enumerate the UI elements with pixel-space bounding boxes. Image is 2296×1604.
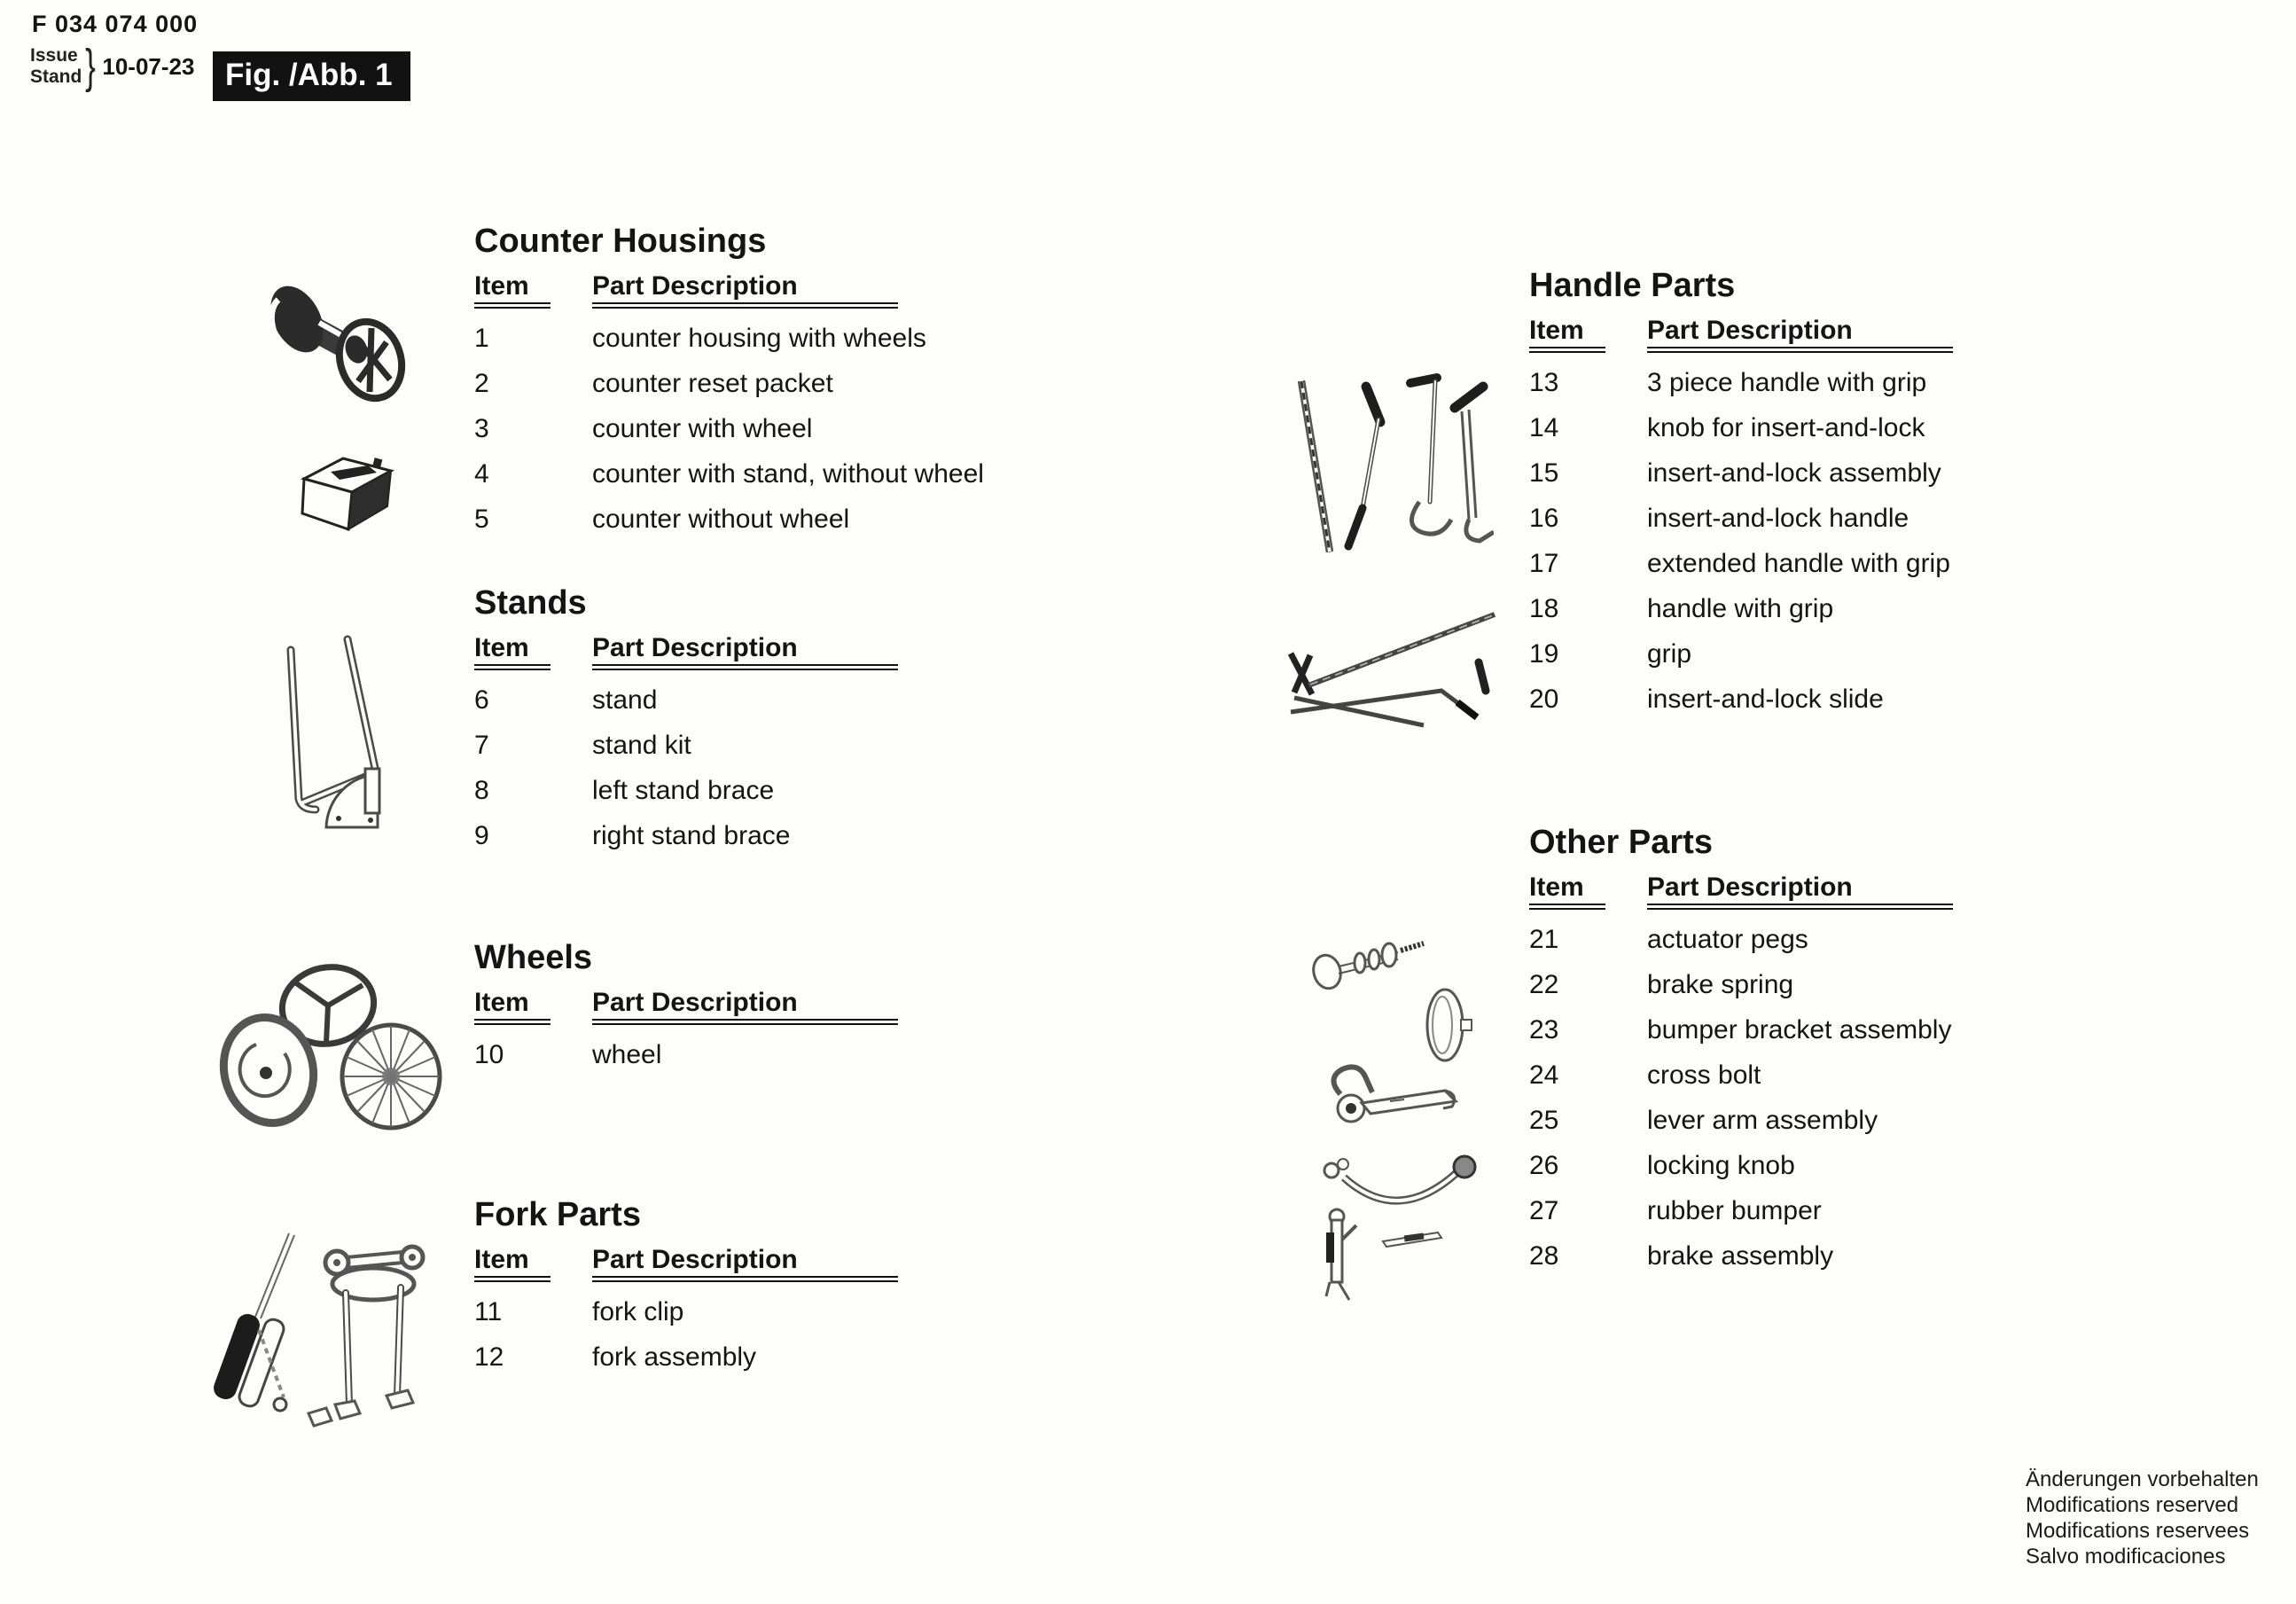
- item-number: 10: [474, 1039, 504, 1069]
- column-header-item: Item: [1529, 316, 1605, 353]
- item-number: 7: [474, 730, 489, 760]
- section-other-parts: [1529, 823, 1953, 1279]
- item-number: 12: [474, 1342, 504, 1372]
- table-row: [1529, 631, 1953, 677]
- issue-date: 10-07-23: [102, 52, 195, 80]
- column-header-description: Part Description: [592, 988, 898, 1025]
- part-description: fork clip: [592, 1296, 684, 1326]
- item-number: 6: [474, 685, 489, 715]
- table-row: [1529, 1143, 1953, 1188]
- section-title: Counter Housings: [474, 223, 767, 260]
- part-description: stand kit: [592, 730, 691, 760]
- column-header-description: Part Description: [592, 271, 898, 309]
- item-number: 27: [1529, 1195, 1559, 1225]
- section-title: Fork Parts: [474, 1196, 641, 1233]
- table-row: [1529, 405, 1953, 450]
- part-description: bumper bracket assembly: [1647, 1014, 1952, 1045]
- table-row: [1529, 1098, 1953, 1143]
- item-number: 17: [1529, 548, 1559, 578]
- item-number: 21: [1529, 924, 1559, 954]
- stand-label: Stand: [30, 67, 82, 87]
- section-title: Stands: [474, 584, 587, 622]
- part-description: rubber bumper: [1647, 1195, 1822, 1225]
- table-row: [474, 451, 984, 497]
- table-row: [474, 677, 898, 723]
- footer-note-line: Modifications reservees: [2026, 1519, 2250, 1543]
- table-row: [1529, 496, 1953, 541]
- issue-label: Issue: [30, 45, 78, 66]
- part-description: brake assembly: [1647, 1240, 1834, 1271]
- part-description: wheel: [592, 1039, 662, 1069]
- stand-drawing: [266, 625, 403, 847]
- handle-rods-upper-drawing: [1281, 371, 1494, 575]
- figure-label: Fig. /Abb. 1: [213, 51, 410, 101]
- section-title: Wheels: [474, 939, 593, 976]
- footer-notes: [2026, 1467, 2259, 1569]
- section-counter-housings: [474, 222, 984, 542]
- table-row: [1529, 917, 1953, 962]
- table-row: [1529, 586, 1953, 631]
- table-row: [474, 1032, 898, 1077]
- table-row: [1529, 1052, 1953, 1098]
- table-row: [1529, 360, 1953, 405]
- part-description: handle with grip: [1647, 593, 1834, 623]
- table-row: [1529, 450, 1953, 496]
- column-header-item: Item: [474, 271, 551, 309]
- table-header: [1529, 316, 1953, 353]
- table-header: [474, 271, 984, 309]
- part-description: 3 piece handle with grip: [1647, 367, 1927, 397]
- column-header-item: Item: [474, 1245, 551, 1282]
- part-description: counter housing with wheels: [592, 323, 926, 353]
- table-body: [1529, 360, 1953, 722]
- item-number: 11: [474, 1296, 503, 1326]
- part-description: counter without wheel: [592, 504, 850, 534]
- section-title: Other Parts: [1529, 824, 1713, 861]
- part-description: brake spring: [1647, 969, 1794, 999]
- table-header: [474, 633, 898, 670]
- part-description: insert-and-lock slide: [1647, 684, 1884, 714]
- brace-glyph: }: [85, 40, 97, 93]
- item-number: 3: [474, 413, 489, 443]
- table-row: [1529, 541, 1953, 586]
- part-description: counter reset packet: [592, 368, 833, 398]
- section-wheels: [474, 938, 898, 1077]
- section-fork-parts: [474, 1195, 898, 1380]
- table-row: [474, 768, 898, 813]
- issue-stand-block: [30, 40, 195, 93]
- footer-note-line: Modifications reserved: [2026, 1493, 2239, 1517]
- document-number: F 034 074 000: [32, 11, 199, 37]
- part-description: insert-and-lock assembly: [1647, 458, 1941, 488]
- wheels-drawing: [217, 959, 443, 1137]
- table-row: [474, 813, 898, 858]
- table-row: [1529, 1188, 1953, 1233]
- item-number: 13: [1529, 367, 1559, 397]
- part-description: lever arm assembly: [1647, 1105, 1878, 1135]
- table-body: [474, 1289, 898, 1380]
- table-row: [1529, 962, 1953, 1007]
- table-row: [474, 1334, 898, 1380]
- table-row: [1529, 677, 1953, 722]
- table-row: [474, 723, 898, 768]
- column-header-item: Item: [1529, 872, 1605, 910]
- handle-rods-lower-drawing: [1275, 599, 1501, 732]
- part-description: actuator pegs: [1647, 924, 1808, 954]
- table-header: [474, 988, 898, 1025]
- table-row: [1529, 1007, 1953, 1052]
- item-number: 8: [474, 775, 489, 805]
- item-number: 16: [1529, 503, 1559, 533]
- table-row: [474, 497, 984, 542]
- column-header-item: Item: [474, 988, 551, 1025]
- part-description: knob for insert-and-lock: [1647, 412, 1925, 442]
- table-body: [474, 1032, 898, 1077]
- counter-housing-with-wheels-drawing: [257, 273, 421, 411]
- section-stands: [474, 583, 898, 858]
- part-description: locking knob: [1647, 1150, 1795, 1180]
- table-body: [1529, 917, 1953, 1279]
- item-number: 25: [1529, 1105, 1559, 1135]
- item-number: 2: [474, 368, 489, 398]
- column-header-description: Part Description: [592, 1245, 898, 1282]
- column-header-description: Part Description: [1647, 316, 1953, 353]
- table-row: [474, 316, 984, 361]
- table-row: [474, 406, 984, 451]
- part-description: insert-and-lock handle: [1647, 503, 1909, 533]
- part-description: cross bolt: [1647, 1060, 1761, 1090]
- table-body: [474, 677, 898, 858]
- table-row: [474, 1289, 898, 1334]
- column-header-description: Part Description: [592, 633, 898, 670]
- part-description: stand: [592, 685, 658, 715]
- counter-housing-box-drawing: [297, 448, 399, 536]
- part-description: counter with wheel: [592, 413, 813, 443]
- part-description: fork assembly: [592, 1342, 757, 1372]
- issue-stand-labels: [30, 45, 82, 88]
- section-title: Handle Parts: [1529, 267, 1736, 304]
- item-number: 4: [474, 458, 489, 489]
- part-description: counter with stand, without wheel: [592, 458, 984, 489]
- section-handle-parts: [1529, 266, 1953, 722]
- item-number: 18: [1529, 593, 1559, 623]
- column-header-description: Part Description: [1647, 872, 1953, 910]
- item-number: 22: [1529, 969, 1559, 999]
- item-number: 1: [474, 323, 489, 353]
- item-number: 9: [474, 820, 489, 850]
- item-number: 15: [1529, 458, 1559, 488]
- part-description: grip: [1647, 638, 1692, 669]
- other-parts-drawing: [1305, 920, 1496, 1302]
- table-row: [474, 361, 984, 406]
- footer-note-line: Änderungen vorbehalten: [2026, 1467, 2259, 1491]
- part-description: right stand brace: [592, 820, 791, 850]
- item-number: 19: [1529, 638, 1559, 669]
- item-number: 26: [1529, 1150, 1559, 1180]
- table-header: [474, 1245, 898, 1282]
- item-number: 23: [1529, 1014, 1559, 1045]
- item-number: 24: [1529, 1060, 1559, 1090]
- fork-parts-drawing: [202, 1231, 437, 1439]
- item-number: 28: [1529, 1240, 1559, 1271]
- footer-note-line: Salvo modificaciones: [2026, 1545, 2226, 1569]
- table-body: [474, 316, 984, 542]
- item-number: 20: [1529, 684, 1559, 714]
- table-header: [1529, 872, 1953, 910]
- part-description: extended handle with grip: [1647, 548, 1950, 578]
- column-header-item: Item: [474, 633, 551, 670]
- item-number: 5: [474, 504, 489, 534]
- part-description: left stand brace: [592, 775, 775, 805]
- table-row: [1529, 1233, 1953, 1279]
- item-number: 14: [1529, 412, 1559, 442]
